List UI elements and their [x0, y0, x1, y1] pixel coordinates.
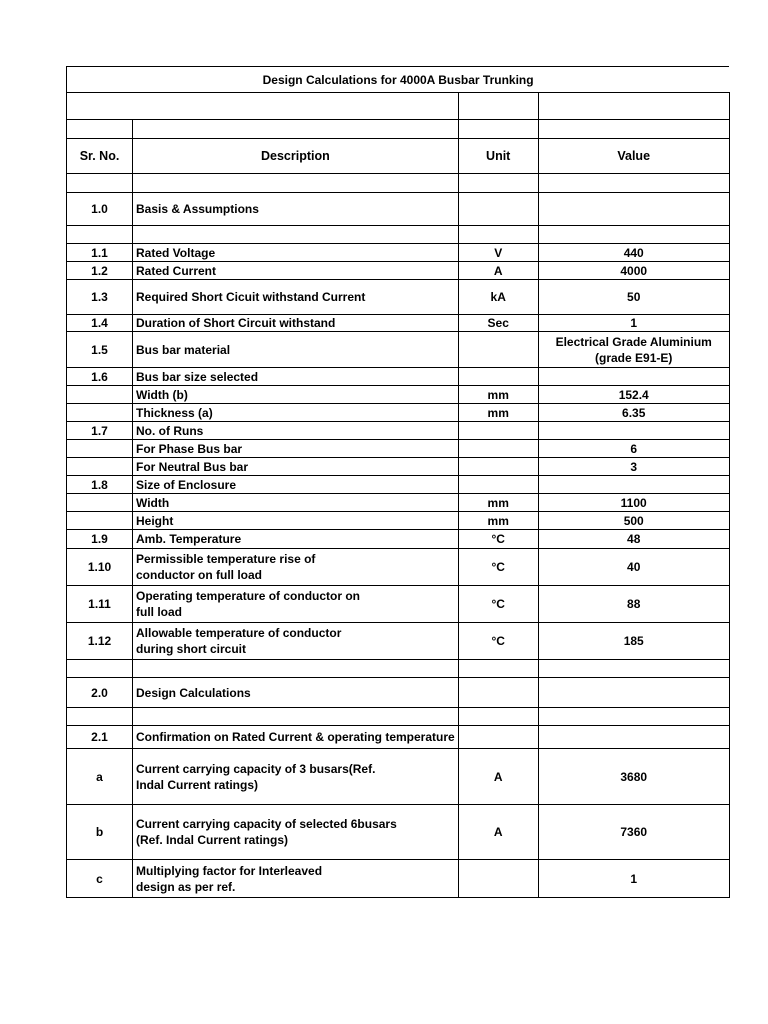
- sr-no-cell: 1.2: [67, 262, 133, 280]
- sr-no-cell: [67, 660, 133, 678]
- unit-cell: [458, 332, 538, 368]
- sr-no-cell: 1.12: [67, 623, 133, 660]
- table-row: [67, 458, 730, 476]
- sr-no-cell: 1.3: [67, 280, 133, 315]
- unit-cell: A: [458, 262, 538, 280]
- value-cell: 185: [538, 623, 729, 660]
- unit-cell: mm: [458, 404, 538, 422]
- sr-no-cell: [67, 708, 133, 726]
- table-row: [67, 280, 730, 315]
- description-cell: Amb. Temperature: [133, 530, 459, 549]
- description-cell: [133, 708, 459, 726]
- value-cell: 88: [538, 586, 729, 623]
- sr-no-cell: [67, 174, 133, 193]
- sr-no-cell: 1.10: [67, 549, 133, 586]
- blank-cell: [67, 93, 459, 120]
- value-cell: [538, 476, 729, 494]
- table-row: [67, 476, 730, 494]
- value-cell: 6.35: [538, 404, 729, 422]
- unit-cell: V: [458, 244, 538, 262]
- sr-no-cell: 1.7: [67, 422, 133, 440]
- description-cell: Allowable temperature of conductor during short circuit: [133, 623, 459, 660]
- unit-cell: [458, 860, 538, 898]
- description-cell: Required Short Cicuit withstand Current: [133, 280, 459, 315]
- description-cell: Width: [133, 494, 459, 512]
- sr-no-cell: a: [67, 749, 133, 805]
- description-cell: [133, 660, 459, 678]
- column-header-value: Value: [538, 139, 729, 174]
- blank-cell: [458, 93, 538, 120]
- table-row: [67, 494, 730, 512]
- sr-no-cell: 1.9: [67, 530, 133, 549]
- description-cell: Rated Current: [133, 262, 459, 280]
- unit-cell: [458, 660, 538, 678]
- blank-cell: [458, 120, 538, 139]
- value-cell: 6: [538, 440, 729, 458]
- unit-cell: [458, 440, 538, 458]
- unit-cell: [458, 708, 538, 726]
- description-cell: Permissible temperature rise of conductor on full load: [133, 549, 459, 586]
- value-cell: 48: [538, 530, 729, 549]
- table-row: [67, 404, 730, 422]
- value-cell: [538, 678, 729, 708]
- value-cell: [538, 726, 729, 749]
- column-header-unit: Unit: [458, 139, 538, 174]
- value-cell: [538, 174, 729, 193]
- description-cell: Operating temperature of conductor on full load: [133, 586, 459, 623]
- sr-no-cell: 1.5: [67, 332, 133, 368]
- table-row: [67, 422, 730, 440]
- unit-cell: kA: [458, 280, 538, 315]
- sr-no-cell: c: [67, 860, 133, 898]
- blank-cell: [67, 120, 133, 139]
- description-cell: Design Calculations: [133, 678, 459, 708]
- table-row: [67, 726, 730, 749]
- table-row: [67, 368, 730, 386]
- description-cell: [133, 174, 459, 193]
- value-cell: [538, 193, 729, 226]
- table-row: [67, 708, 730, 726]
- sr-no-cell: [67, 386, 133, 404]
- sr-no-cell: 1.0: [67, 193, 133, 226]
- unit-cell: mm: [458, 494, 538, 512]
- description-cell: Thickness (a): [133, 404, 459, 422]
- unit-cell: °C: [458, 530, 538, 549]
- sr-no-cell: 1.4: [67, 315, 133, 332]
- table-row: [67, 193, 730, 226]
- value-cell: 1100: [538, 494, 729, 512]
- unit-cell: °C: [458, 586, 538, 623]
- table-row: [67, 262, 730, 280]
- description-cell: No. of Runs: [133, 422, 459, 440]
- description-cell: Rated Voltage: [133, 244, 459, 262]
- value-cell: [538, 708, 729, 726]
- table-row: [67, 805, 730, 860]
- value-cell: [538, 422, 729, 440]
- blank-cell: [133, 120, 459, 139]
- table-row: [67, 678, 730, 708]
- description-cell: Bus bar size selected: [133, 368, 459, 386]
- table-row: [67, 332, 730, 368]
- sr-no-cell: 2.1: [67, 726, 133, 749]
- description-cell: Height: [133, 512, 459, 530]
- sr-no-cell: [67, 458, 133, 476]
- table-row: [67, 660, 730, 678]
- value-cell: 40: [538, 549, 729, 586]
- table-row: [67, 586, 730, 623]
- unit-cell: A: [458, 805, 538, 860]
- unit-cell: [458, 174, 538, 193]
- description-cell: Size of Enclosure: [133, 476, 459, 494]
- table-row: [67, 244, 730, 262]
- sr-no-cell: 1.6: [67, 368, 133, 386]
- description-cell: Duration of Short Circuit withstand: [133, 315, 459, 332]
- description-cell: Basis & Assumptions: [133, 193, 459, 226]
- unit-cell: A: [458, 749, 538, 805]
- value-cell: [538, 368, 729, 386]
- table-row: [67, 749, 730, 805]
- unit-cell: mm: [458, 512, 538, 530]
- blank-cell: [538, 120, 729, 139]
- unit-cell: [458, 193, 538, 226]
- sr-no-cell: 1.8: [67, 476, 133, 494]
- table-row: [67, 315, 730, 332]
- sr-no-cell: [67, 512, 133, 530]
- sr-no-cell: [67, 494, 133, 512]
- value-cell: 3680: [538, 749, 729, 805]
- description-cell: Width (b): [133, 386, 459, 404]
- description-cell: For Neutral Bus bar: [133, 458, 459, 476]
- sr-no-cell: [67, 226, 133, 244]
- value-cell: 3: [538, 458, 729, 476]
- column-header-sr-no: Sr. No.: [67, 139, 133, 174]
- blank-cell: [538, 93, 729, 120]
- value-cell: 1: [538, 315, 729, 332]
- description-cell: Current carrying capacity of 3 busars(Ref. Indal Current ratings): [133, 749, 459, 805]
- unit-cell: Sec: [458, 315, 538, 332]
- table-row: [67, 530, 730, 549]
- value-cell: [538, 660, 729, 678]
- table-row: [67, 512, 730, 530]
- table-row: [67, 226, 730, 244]
- column-header-description: Description: [133, 139, 459, 174]
- table-row: [67, 549, 730, 586]
- table-row: [67, 440, 730, 458]
- unit-cell: [458, 678, 538, 708]
- description-cell: For Phase Bus bar: [133, 440, 459, 458]
- value-cell: Electrical Grade Aluminium (grade E91-E): [538, 332, 729, 368]
- unit-cell: mm: [458, 386, 538, 404]
- table-row: [67, 174, 730, 193]
- unit-cell: °C: [458, 623, 538, 660]
- value-cell: 4000: [538, 262, 729, 280]
- unit-cell: [458, 422, 538, 440]
- unit-cell: °C: [458, 549, 538, 586]
- unit-cell: [458, 226, 538, 244]
- sr-no-cell: b: [67, 805, 133, 860]
- value-cell: 500: [538, 512, 729, 530]
- design-calculations-table: [66, 66, 730, 898]
- table-row: [67, 860, 730, 898]
- value-cell: 50: [538, 280, 729, 315]
- sr-no-cell: [67, 440, 133, 458]
- description-cell: Current carrying capacity of selected 6busars (Ref. Indal Current ratings): [133, 805, 459, 860]
- unit-cell: [458, 368, 538, 386]
- unit-cell: [458, 476, 538, 494]
- value-cell: 1: [538, 860, 729, 898]
- value-cell: 440: [538, 244, 729, 262]
- description-cell: Confirmation on Rated Current & operating temperature: [133, 726, 459, 749]
- sr-no-cell: 1.1: [67, 244, 133, 262]
- sheet-title: Design Calculations for 4000A Busbar Trunking: [67, 67, 730, 93]
- sr-no-cell: 2.0: [67, 678, 133, 708]
- description-cell: Multiplying factor for Interleaved design as per ref.: [133, 860, 459, 898]
- sr-no-cell: [67, 404, 133, 422]
- table-row: [67, 386, 730, 404]
- description-cell: [133, 226, 459, 244]
- unit-cell: [458, 458, 538, 476]
- sr-no-cell: 1.11: [67, 586, 133, 623]
- unit-cell: [458, 726, 538, 749]
- value-cell: [538, 226, 729, 244]
- value-cell: 7360: [538, 805, 729, 860]
- description-cell: Bus bar material: [133, 332, 459, 368]
- value-cell: 152.4: [538, 386, 729, 404]
- table-row: [67, 623, 730, 660]
